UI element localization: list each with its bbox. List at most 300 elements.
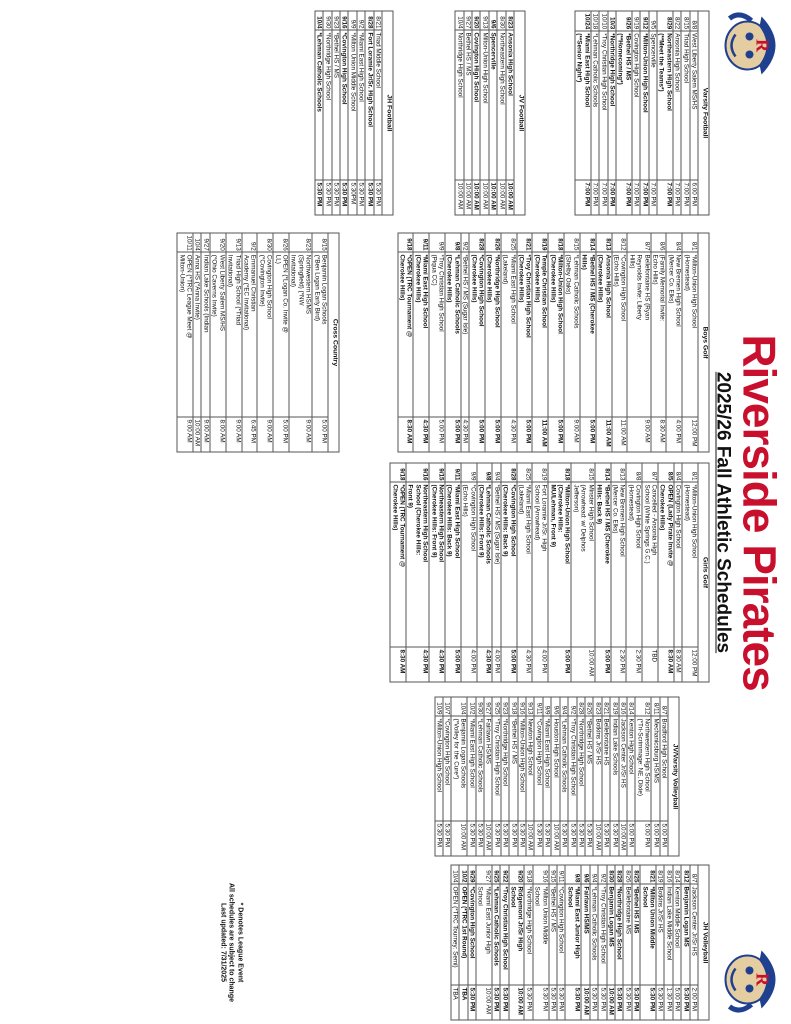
opponent-cell: *Lehman Catholic Schools [314,30,322,180]
opponent-cell: Emmanuel Christian Academy (*EC Invitational) [241,252,257,417]
time-cell: 10:00 AM [606,985,614,1020]
date-cell: 8/7 [627,233,650,252]
table-row [209,233,225,452]
time-cell: 9:00 AM [564,417,580,452]
date-cell: 10/10 [599,11,607,31]
opponent-cell: *Milton Union Middle School [640,884,656,985]
opponent-cell: *Milton-Union High School (Cherokee Hills) [548,252,564,417]
opponent-cell: *Bethel HS / MS (Sugar Isle) [492,482,500,647]
pirate-logo-right [713,942,787,1016]
time-cell: 8:00 AM [209,417,225,452]
table-row [659,697,667,856]
opponent-cell: Anna HS (*Anna Invite) [193,252,201,417]
table-row [579,233,595,452]
pirate-logo-left [713,8,787,82]
opponent-cell: *Northridge High School [607,30,615,179]
time-cell: 5:00 PM [594,647,610,682]
table-row [463,11,471,215]
date-cell: 8/13 [595,233,611,252]
time-cell: 5:30 PM [568,821,576,856]
date-cell: 8/12 [611,233,627,252]
date-cell: 8/18 [548,463,571,482]
date-cell: 10/4 [450,865,458,884]
time-cell: 5:30 PM [542,821,550,856]
table-title: Cross Country [328,233,339,452]
date-cell: 8/25 [631,865,639,884]
time-cell: 5:30 PM [492,821,500,856]
opponent-cell: Northeastern High School School (Cherokee Hills: Front 9) [405,482,428,647]
date-cell: 8/28 [365,11,373,30]
opponent-cell: Botkins Jr/Sr HS [593,716,601,821]
date-cell: 8/4 [673,463,681,482]
table-title: Girls Golf [698,463,709,682]
opponent-cell: *Troy Christian High School [568,716,576,821]
time-cell: 4:00 PM [492,647,500,682]
opponent-cell: *Lehman Catholic Schools (Cherokee Hills: Front 9) [476,482,492,647]
table-row [672,865,680,1020]
footnote [218,864,244,1020]
date-cell: 8/28 [500,463,516,482]
date-cell: 8/15 [681,11,689,31]
date-cell: 9/15 [429,463,445,482]
time-cell: 10:00 AM [508,985,524,1020]
table-row [356,11,364,215]
table-row [627,233,650,452]
table-row [682,463,698,682]
table-row [581,865,589,1020]
table-row [505,11,513,215]
date-cell: 8/14 [672,865,680,884]
date-cell: 8/19 [532,233,548,252]
table-row [273,233,289,452]
time-cell: 5:00 PM [548,417,564,452]
date-cell: 10/18 [590,11,598,31]
date-cell: 8/14 [626,697,634,716]
date-cell: 9/27 [484,697,492,716]
date-cell: 8/19 [655,865,663,884]
date-cell: 9/8 [565,865,581,884]
time-cell: 10:00 AM [618,821,626,856]
varsity-football-grid [574,10,709,215]
time-cell: 8:30 AM [397,417,413,452]
time-cell: 5:00 PM [548,647,571,682]
opponent-cell: *Troy Christian High School [492,716,500,821]
date-cell: 9/16 [532,865,548,884]
time-cell: 8:30 AM [650,417,666,452]
jh-football-grid [314,10,393,215]
opponent-cell: Cancelled - Ansonia High School (White Springs G.C.) [642,482,658,647]
time-cell: 10:00 AM [451,821,467,856]
time-cell: 10:00 AM [484,821,492,856]
time-cell: 4:30 PM [516,647,532,682]
table-row [673,463,681,682]
table-row [517,697,525,856]
table-row [601,697,609,856]
date-cell: 9/27 [463,11,471,30]
date-cell: 8/30 [257,233,273,252]
date-cell: 8/25 [516,463,532,482]
opponent-cell: *Bethel HS / MS [331,30,339,180]
date-cell: 8/23 [288,233,311,252]
date-cell: 9/25 [491,865,499,884]
time-cell: 8:30 AM [673,647,681,682]
table-row [443,697,451,856]
date-cell: 10/11 [177,233,193,252]
date-cell: 8/30 [606,865,614,884]
table-row [589,865,597,1020]
time-cell: 10:00 AM [193,417,201,452]
date-cell: 8/19 [532,463,548,482]
time-cell: 5:30 PM [323,180,331,215]
date-cell: 9/6 [551,697,559,716]
date-cell: 8/21 [601,697,609,716]
table-row [445,463,461,682]
date-cell: 9/27 [476,865,492,884]
time-cell: 9:00 AM [288,417,311,452]
table-row [598,865,606,1020]
date-cell: 10/4 [193,233,201,252]
date-cell: 8/11 [651,697,659,716]
time-cell: 5:00 PM [312,417,328,452]
opponent-cell: *Lehman Catholic Schools [559,716,567,821]
table-row [450,865,458,1020]
page-title: Riverside Pirates [733,333,785,691]
jh-football-table [314,10,393,215]
date-cell: 9/11 [557,865,565,884]
date-cell: 9/2 [460,233,468,252]
table-row [672,11,680,215]
table-row [532,463,548,682]
date-cell: 9/13 [225,233,241,252]
opponent-cell: *Lehman Catholic Schools [589,884,597,985]
opponent-cell: Temple Christian School (Cherokee Hills) [532,252,548,417]
opponent-cell: *Miami East High School (Cherokee Hills: Back 9) [445,482,461,647]
date-cell: 9/2 [241,233,257,252]
table-row [655,865,663,1020]
date-cell: 8/26 [485,233,501,252]
table-row [373,11,381,215]
time-cell: 12:00 PM [682,417,698,452]
table-row [594,463,610,682]
opponent-cell: Kenton Middle School [672,884,680,985]
jv-football-grid [454,10,525,215]
table-row [559,697,567,856]
opponent-cell: *Bethel HS / MS [509,716,517,821]
table-row [657,463,673,682]
table-row [455,11,463,215]
date-cell: 8/25 [500,233,516,252]
date-cell: 8/29 [656,11,672,31]
time-cell: 5:30 PM [534,821,542,856]
opponent-cell: *Miami East Junior High School [565,884,581,985]
time-cell: 5:30 PM [443,821,451,856]
opponent-cell: *Covington High School [339,30,347,180]
time-cell: 4:30 PM [476,647,492,682]
date-cell: 8/30 [497,11,505,30]
logo-letter: R [752,972,772,986]
time-cell: 5:30 PM [532,985,548,1020]
time-cell: 5:00 PM [273,417,289,452]
footnote-line-2: All schedules are subject to change [227,882,235,1002]
time-cell: 5:00 PM [429,417,445,452]
time-cell: 5:30 PM [559,821,567,856]
time-cell: 5:30 PM [584,821,592,856]
time-cell: 5:30 PM [500,985,508,1020]
table-row [532,865,548,1020]
opponent-cell: *Northridge High School [500,716,508,821]
time-cell: 7:00 PM [672,180,680,215]
time-cell: 5:00 PM [485,417,501,452]
opponent-cell: New Bremen High School (Mercer Co. Elks) [666,252,682,417]
table-row [397,233,413,452]
opponent-cell: *Covington High School [443,716,451,821]
time-cell: TBA [459,985,467,1020]
opponent-cell: *Northridge High School [524,884,532,985]
time-cell: 5:00 PM [516,417,532,452]
table-row [193,233,201,452]
date-cell: 9/6 [581,865,589,884]
table-row [584,697,592,856]
opponent-cell: Ansonia High School (Cherokee Hills) [595,252,611,417]
table-row [467,697,475,856]
opponent-cell: *Troy Christian High School [500,884,508,985]
date-cell: 9/15 [548,865,556,884]
time-cell: 12:00 PM [682,647,698,682]
opponent-cell: Northeastern High School (Cherokee Hills: Front 9) [429,482,445,647]
date-cell: 9/18 [509,697,517,716]
footnote-line-1: * Denotes League Event [236,902,243,982]
opponent-cell: *Milton Union Middle School [532,884,548,985]
time-cell: 8:30 AM [390,647,406,682]
table-row [666,233,682,452]
date-cell: 8/16 [664,865,672,884]
time-cell: 5:30 PM [365,180,373,215]
time-cell: 5:30 PM [631,985,639,1020]
date-cell: 8/12 [681,865,689,884]
date-cell: 10/7 [443,697,451,716]
time-cell: 10:00 AM [463,180,471,215]
opponent-cell: *Troy Christian High School [599,30,607,179]
table-row [642,463,658,682]
time-cell: 10:00 AM [497,180,505,215]
opponent-cell: Bellefontaine HS (Ryan Reynolds Invite: Liberty Hills) [627,252,650,417]
table-row [526,697,534,856]
time-cell: 9:00 AM [627,417,650,452]
date-cell: 10/24 [574,11,590,31]
time-cell: 5:00 PM [635,821,651,856]
opponent-cell: *Troy Christian High School (Piqua CC) [429,252,445,417]
opponent-cell: *Milton Union Middle School [348,30,356,180]
opponent-cell: *Miami East High School [467,716,475,821]
table-row [500,463,516,682]
date-cell: 10/4 [451,697,467,716]
opponent-cell: *Bethel HS / MS (Cherokee Hills: Back 9) [594,482,610,647]
table-row [500,697,508,856]
time-cell: 7:00 PM [631,180,639,215]
date-cell: 9/25 [492,697,500,716]
table-row [551,697,559,856]
opponent-cell: *Bethel HS / MS (Cherokee Hills) [579,252,595,417]
date-cell: 9/13 [526,697,534,716]
date-cell: 9/9 [542,697,550,716]
table-row [201,233,209,452]
time-cell: 5:30 PM [601,821,609,856]
table-title: Varsity Football [698,11,709,215]
time-cell: 5:30 PM [610,821,618,856]
opponent-cell: *Bethel HS / MS (**Homecoming*) [615,30,631,179]
opponent-cell: *Northridge High School [576,716,584,821]
time-cell: 10:00 AM [551,821,559,856]
time-cell: 5:30 PM [467,821,475,856]
date-cell: 10/4 [455,11,463,30]
date-cell: 8/26 [273,233,289,252]
date-cell: 9/23 [331,11,339,30]
table-title: JV/Varsity Volleyball [668,697,679,856]
opponent-cell: Northeastern High School [497,30,505,180]
table-row [475,697,483,856]
date-cell: 8/1 [682,233,698,252]
time-cell: 7:00 PM [640,180,648,215]
date-cell: 8/7 [642,463,658,482]
time-cell: 5:30PM [348,180,356,215]
date-cell: 10/9 [434,697,442,716]
opponent-cell: Bellefontaine HS [601,716,609,821]
opponent-cell: Indian Lake Middle School [664,884,672,985]
time-cell: 5:30 PM [517,821,525,856]
opponent-cell: *Troy Christian High School [598,884,606,985]
table-row [599,11,607,215]
opponent-cell: *Bethel HS / MS [548,884,556,985]
table-row [177,233,193,452]
jv-volleyball-grid [434,696,679,856]
opponent-cell: *Miami East High School (**Senior Night*) [574,30,590,179]
date-cell: 9/12 [640,11,648,31]
table-row [557,865,565,1020]
date-cell: 9/30 [475,697,483,716]
table-row [434,697,442,856]
table-row [484,697,492,856]
opponent-cell: Newton High School [526,716,534,821]
table-row [451,697,467,856]
opponent-cell: *Milton-Union High School (Homestead) [682,252,698,417]
date-cell: 9/9 [348,11,356,30]
footnote-line-3: Last updated: 7/31/2025 [219,902,226,982]
opponent-cell: Covington High School [673,482,681,647]
time-cell: 5:30 PM [598,985,606,1020]
table-row [611,233,627,452]
opponent-cell: Houston High School [551,716,559,821]
date-cell: 8/21 [373,11,381,30]
table-row [516,463,532,682]
date-cell: 9/11 [413,233,429,252]
table-row [509,697,517,856]
table-row [476,463,492,682]
date-cell: 8/28 [469,233,485,252]
opponent-cell: *OPEN (TRC Tournament @ Cherokee Hills) [397,252,413,417]
table-row [500,865,508,1020]
time-cell: 9:00 AM [201,417,209,452]
table-row [548,865,556,1020]
opponent-cell: *Covington High School [534,716,542,821]
time-cell: 10:00 AM [593,821,601,856]
time-cell: 10:00 AM [505,180,513,215]
date-cell: 8/21 [516,233,532,252]
time-cell: 11:00 AM [595,417,611,452]
table-row [429,233,445,452]
time-cell: 5:30 PM [467,985,475,1020]
table-row [331,11,339,215]
table-row [339,11,347,215]
opponent-cell: Bradford High School [659,716,667,821]
opponent-cell: Covington High School (Homestead) [626,482,642,647]
table-row [476,865,492,1020]
table-row [429,463,445,682]
cross-country-grid [176,232,339,452]
table-row [390,463,406,682]
opponent-cell: Spencerville [488,30,496,180]
date-cell: 9/20 [508,865,524,884]
date-cell: 9/2 [568,697,576,716]
date-cell: 8/23 [505,11,513,30]
time-cell: 5:30 PM [434,821,442,856]
time-cell: 5:30 PM [614,985,622,1020]
date-cell: 8/18 [548,233,564,252]
time-cell: 1:30 PM [664,985,672,1020]
date-cell: 8/22 [672,11,680,31]
opponent-cell: *Covington High School (Cherokee Hills: Back 9) [500,482,516,647]
opponent-cell: Fort Loramie Jr/Sr. High School (Arrowhead) [532,482,548,647]
opponent-cell: Kenton High School [626,716,634,821]
page-subtitle: 2025/26 Fall Athletic Schedules [712,371,733,653]
date-cell: 9/4 [589,865,597,884]
opponent-cell: Spencerville [648,30,656,179]
time-cell: 5:30 PM [623,985,631,1020]
opponent-cell: Covington High School [471,30,479,180]
table-row [471,11,479,215]
opponent-cell: OPEN (*TRC 1st Round) [459,884,467,985]
opponent-cell: Fairlawn HS/MS [484,716,492,821]
time-cell: 5:30 PM [500,821,508,856]
table-row [618,697,626,856]
table-row [534,697,542,856]
opponent-cell: *Covington High School [467,884,475,985]
date-cell: 9/18 [524,865,532,884]
opponent-cell: Northridge High School [455,30,463,180]
table-row [615,11,631,215]
table-row [257,233,273,452]
table-row [459,865,467,1020]
table-row [348,11,356,215]
time-cell: 5:30 PM [655,985,663,1020]
date-cell: 9/9 [460,463,476,482]
date-cell: 9/6 [488,11,496,30]
date-cell: 8/21 [640,865,656,884]
opponent-cell: Ansonia High School [505,30,513,180]
date-cell: 9/2 [598,865,606,884]
jv-football-table [454,10,525,215]
date-cell: 10/2 [467,697,475,716]
time-cell: 5:30 PM [548,985,556,1020]
opponent-cell: Indian Lake Schools [610,716,618,821]
table-row [524,865,532,1020]
table-row [460,463,476,682]
time-cell: 5:00 PM [579,417,595,452]
date-cell: 9/22 [500,865,508,884]
table-row [640,11,648,215]
opponent-cell: *Troy Christian High School (Cherokee Hills) [516,252,532,417]
table-row [508,865,524,1020]
opponent-cell: *Lehman Catholic Schools (Shelby Oaks) [564,252,580,417]
